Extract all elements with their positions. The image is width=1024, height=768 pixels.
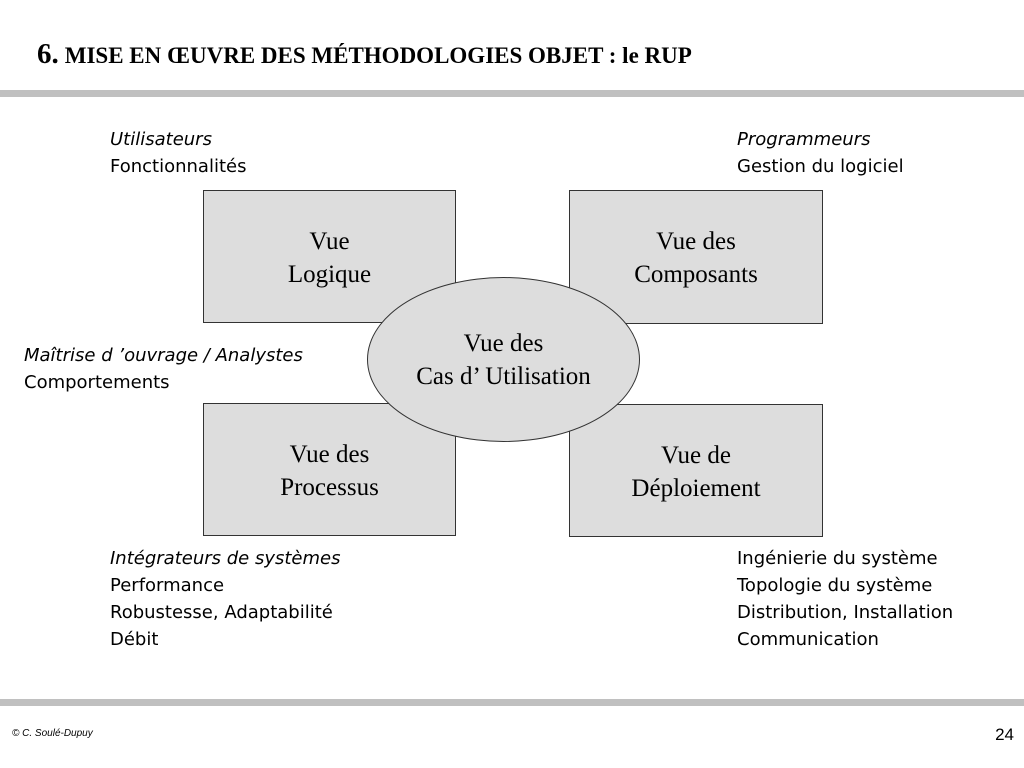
title-text: MISE EN ŒUVRE DES MÉTHODOLOGIES OBJET : le RUP <box>64 43 692 68</box>
note-concern: Débit <box>110 629 159 650</box>
note-concern: Comportements <box>24 372 170 393</box>
note-top-left <box>110 126 246 180</box>
vue-composants-box <box>569 190 823 324</box>
note-concern: Distribution, Installation <box>737 602 954 623</box>
note-middle-left <box>24 342 303 396</box>
title-number: 6. <box>37 38 59 70</box>
note-concern: Gestion du logiciel <box>737 156 904 177</box>
note-concern: Topologie du système <box>737 575 933 596</box>
note-role: Utilisateurs <box>110 129 212 150</box>
box-line: Vue de <box>661 442 731 469</box>
top-divider <box>0 90 1024 97</box>
note-concern: Ingénierie du système <box>737 548 938 569</box>
box-line: Déploiement <box>631 475 761 502</box>
note-concern: Fonctionnalités <box>110 156 247 177</box>
note-concern: Communication <box>737 629 879 650</box>
note-bottom-right <box>737 545 953 653</box>
bottom-divider <box>0 699 1024 706</box>
note-role: Programmeurs <box>737 129 871 150</box>
note-concern: Performance <box>110 575 225 596</box>
slide-title <box>37 38 692 71</box>
footer-copyright: © C. Soulé-Dupuy <box>12 728 93 739</box>
page-number: 24 <box>995 725 1014 744</box>
box-line: Vue des <box>656 228 736 255</box>
box-line: Vue <box>309 228 350 255</box>
vue-cas-utilisation-ellipse <box>367 277 640 442</box>
note-top-right <box>737 126 904 180</box>
box-line: Composants <box>634 261 758 288</box>
note-role: Intégrateurs de systèmes <box>110 548 341 569</box>
box-line: Logique <box>287 261 372 288</box>
ellipse-line: Cas d’ Utilisation <box>416 362 591 390</box>
note-bottom-left <box>110 545 341 653</box>
note-concern: Robustesse, Adaptabilité <box>110 602 333 623</box>
box-line: Vue des <box>289 441 370 468</box>
ellipse-line: Vue des <box>463 329 544 357</box>
vue-deploiement-box <box>569 404 823 537</box>
box-line: Processus <box>280 474 379 501</box>
note-role: Maîtrise d ’ouvrage / Analystes <box>24 345 303 366</box>
